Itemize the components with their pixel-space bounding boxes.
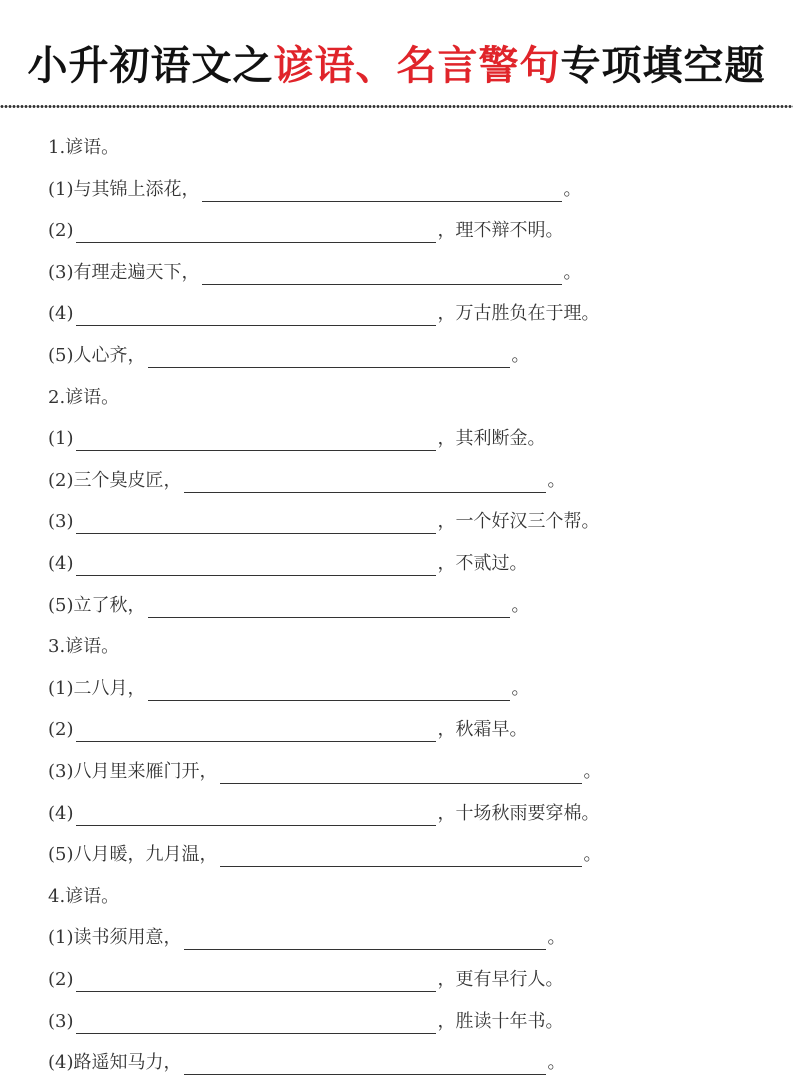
- question-text-after: ，理不辩不明。: [437, 220, 564, 242]
- question-text-after: ，更有早行人。: [437, 969, 564, 990]
- question-text-after: 。: [547, 1052, 566, 1074]
- title-suffix: 专项填空题: [560, 43, 766, 89]
- question-number: (3): [48, 1010, 74, 1032]
- question-number: (2): [48, 469, 74, 491]
- question-item: [48, 178, 582, 202]
- title-highlight: 谚语、名言警句: [273, 43, 561, 89]
- question-text-after: ，其利断金。: [437, 428, 546, 450]
- answer-blank[interactable]: [202, 181, 562, 202]
- answer-blank[interactable]: [76, 971, 436, 992]
- question-text-after: 。: [511, 677, 530, 699]
- question-item: [48, 344, 530, 368]
- question-text-before: 读书须用意，: [73, 927, 182, 949]
- question-text-after: ，秋霜早。: [437, 719, 528, 741]
- answer-blank[interactable]: [76, 430, 436, 451]
- question-number: (2): [48, 220, 74, 242]
- question-text-after: 。: [583, 761, 602, 782]
- answer-blank[interactable]: [220, 846, 582, 867]
- question-number: (2): [48, 969, 74, 990]
- answer-blank[interactable]: [76, 721, 436, 742]
- question-number: (4): [48, 553, 74, 574]
- section-heading: 3.谚语。: [48, 636, 120, 658]
- question-item: [48, 552, 528, 576]
- question-text-after: 。: [547, 927, 566, 949]
- question-item: [48, 760, 602, 784]
- question-text-after: 。: [511, 594, 530, 616]
- question-text-after: ，不贰过。: [437, 553, 528, 574]
- answer-blank[interactable]: [202, 264, 562, 285]
- question-number: (3): [48, 261, 74, 283]
- answer-blank[interactable]: [76, 1013, 436, 1034]
- answer-blank[interactable]: [220, 763, 582, 784]
- question-number: (1): [48, 178, 74, 200]
- question-text-after: 。: [547, 469, 566, 491]
- question-item: [48, 302, 600, 326]
- answer-blank[interactable]: [184, 472, 546, 493]
- question-item: [48, 802, 600, 826]
- section-heading: 2.谚语。: [48, 386, 120, 408]
- question-text-after: ，一个好汉三个帮。: [437, 511, 600, 533]
- question-number: (5): [48, 844, 74, 866]
- question-text-before: 立了秋，: [73, 594, 146, 616]
- section-heading: 1.谚语。: [48, 137, 120, 158]
- question-item: [48, 1010, 564, 1034]
- question-text-before: 路遥知马力，: [73, 1052, 182, 1074]
- question-text-before: 与其锦上添花，: [73, 178, 200, 200]
- question-item: [48, 1051, 566, 1075]
- question-text-before: 有理走遍天下，: [73, 261, 200, 283]
- question-item: [48, 594, 530, 618]
- answer-blank[interactable]: [184, 929, 546, 950]
- question-number: (4): [48, 802, 74, 824]
- question-item: [48, 261, 582, 285]
- answer-blank[interactable]: [76, 305, 436, 326]
- question-item: [48, 968, 564, 992]
- question-number: (2): [48, 719, 74, 741]
- answer-blank[interactable]: [76, 555, 436, 576]
- section-heading: 4.谚语。: [48, 885, 120, 907]
- answer-blank[interactable]: [76, 805, 436, 826]
- question-text-after: ，胜读十年书。: [437, 1010, 564, 1032]
- question-item: [48, 677, 530, 701]
- title-prefix: 小升初语文之: [27, 43, 274, 89]
- answer-blank[interactable]: [148, 597, 510, 618]
- question-item: [48, 469, 566, 493]
- question-text-after: 。: [563, 261, 582, 283]
- question-item: [48, 718, 528, 742]
- answer-blank[interactable]: [148, 347, 510, 368]
- question-number: (1): [48, 677, 74, 699]
- question-number: (3): [48, 511, 74, 533]
- question-text-before: 八月暖，九月温，: [73, 844, 218, 866]
- page-title: [0, 38, 793, 94]
- question-text-after: 。: [563, 178, 582, 200]
- dotted-divider: [0, 104, 793, 110]
- question-number: (4): [48, 303, 74, 325]
- question-number: (3): [48, 761, 74, 782]
- question-item: [48, 926, 566, 950]
- question-text-after: 。: [583, 844, 602, 866]
- question-text-before: 八月里来雁门开，: [73, 761, 218, 782]
- question-text-after: ，十场秋雨要穿棉。: [437, 802, 600, 824]
- question-text-before: 三个臭皮匠，: [73, 469, 182, 491]
- question-text-before: 二八月，: [73, 677, 146, 699]
- question-item: [48, 843, 602, 867]
- question-text-before: 人心齐，: [73, 345, 146, 366]
- answer-blank[interactable]: [76, 222, 436, 243]
- question-item: [48, 219, 564, 243]
- question-text-after: 。: [511, 345, 530, 366]
- answer-blank[interactable]: [148, 680, 510, 701]
- question-number: (4): [48, 1052, 74, 1074]
- question-number: (5): [48, 594, 74, 616]
- question-number: (1): [48, 927, 74, 949]
- question-item: [48, 510, 600, 534]
- question-text-after: ，万古胜负在于理。: [437, 303, 600, 325]
- question-number: (5): [48, 345, 74, 366]
- question-number: (1): [48, 428, 74, 450]
- answer-blank[interactable]: [76, 513, 436, 534]
- question-item: [48, 427, 546, 451]
